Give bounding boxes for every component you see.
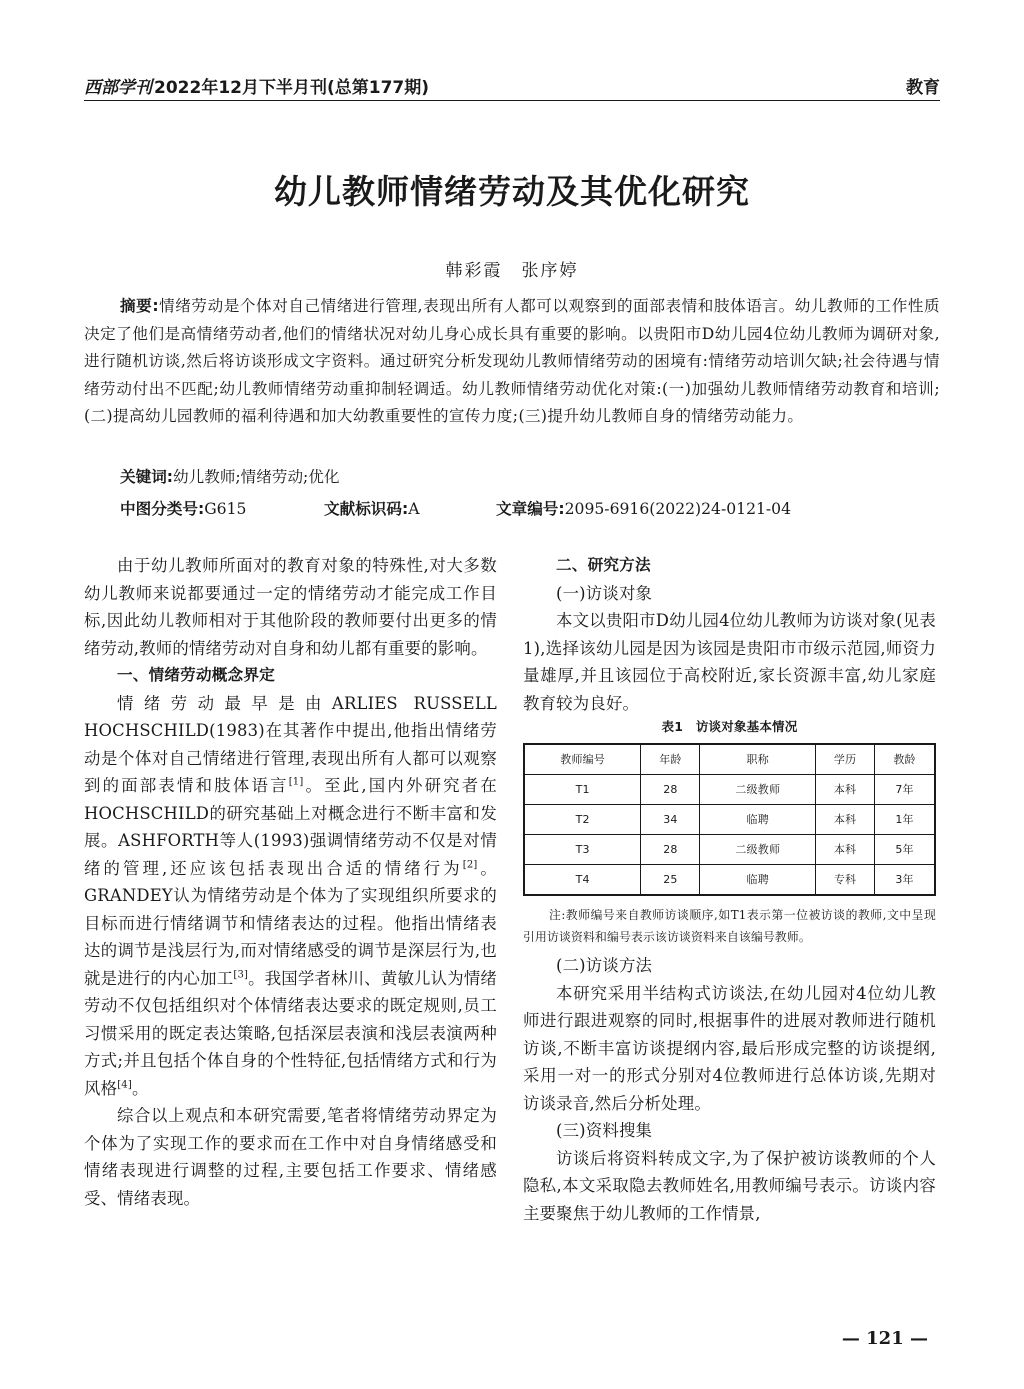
definition-paragraph: 综合以上观点和本研究需要,笔者将情绪劳动界定为个体为了实现工作的要求而在工作中对自身情绪感受和情绪表现进行调整的过程,主要包括工作要求、情绪感受、情绪表现。	[84, 1106, 497, 1208]
table-header-cell: 教龄	[875, 744, 935, 775]
article-number-label: 文章编号:	[496, 500, 565, 518]
table-row	[524, 835, 935, 865]
table-cell: 25	[641, 865, 700, 896]
table-row	[524, 805, 935, 835]
table-cell: T3	[524, 835, 641, 865]
citation-4: [4]	[117, 1079, 132, 1091]
concept-text-d: 。我国学者林川、黄敏儿认为情绪劳动不仅包括组织对个体情绪表达要求的既定规则,员工习惯采用的既定表达策略,包括深层表演和浅层表演两种方式;并且包括个体自身的个性特征,包括情绪方式和行为风格	[84, 968, 497, 1098]
table-header-cell: 职称	[700, 744, 816, 775]
article-number-value: 2095-6916(2022)24-0121-04	[564, 500, 792, 518]
classification-line	[120, 497, 940, 519]
concept-paragraph	[84, 690, 497, 1103]
left-column	[84, 552, 497, 1212]
table-cell: 临聘	[700, 865, 816, 896]
table-cell: T2	[524, 805, 641, 835]
journal-logo: 西部学刊	[84, 78, 152, 98]
table-cell: 1年	[875, 805, 935, 835]
keywords-text: 幼儿教师;情绪劳动;优化	[173, 468, 340, 486]
abstract-label: 摘要:	[120, 297, 159, 315]
table-cell: 34	[641, 805, 700, 835]
header-left	[84, 73, 429, 98]
table-cell: 28	[641, 835, 700, 865]
citation-3: [3]	[233, 969, 249, 981]
page-number: — 121 —	[841, 1328, 928, 1349]
section-heading-2: 二、研究方法	[556, 556, 651, 574]
concept-text-a: 情绪劳动最早是由ARLIES RUSSELL HOCHSCHILD(1983)在其著作中提出,他指出情绪劳动是个体对自己情绪进行管理,表现出所有人都可以观察到的面部表情和肢体语言	[84, 693, 497, 795]
clc-label: 中图分类号:	[120, 500, 205, 518]
article-authors: 韩彩霞 张序婷	[445, 261, 579, 281]
subheading-interviewees: (一)访谈对象	[556, 583, 653, 603]
subheading-collection: (三)资料搜集	[556, 1121, 653, 1140]
section-heading-1: 一、情绪劳动概念界定	[117, 666, 275, 684]
abstract-text: 情绪劳动是个体对自己情绪进行管理,表现出所有人都可以观察到的面部表情和肢体语言。幼儿教师的工作性质决定了他们是高情绪劳动者,他们的情绪状况对幼儿身心成长具有重要的影响。以贵阳市D幼儿园4位幼儿教师为调研对象,进行随机访谈,然后将访谈形成文字资料。通过研究分析发现幼儿教师情绪劳动的困境有:情绪劳动培训欠缺;社会待遇与情绪劳动付出不匹配;幼儿教师情绪劳动重抑制轻调适。幼儿教师情绪劳动优化对策:(一)加强幼儿教师情绪劳动教育和培训;(二)提高幼儿园教师的福利待遇和加大幼教重要性的宣传力度;(三)提升幼儿教师自身的情绪劳动能力。	[84, 297, 940, 425]
header-divider	[84, 100, 940, 101]
table-cell: 专科	[816, 865, 875, 896]
interviewees-paragraph: 本文以贵阳市D幼儿园4位幼儿教师为访谈对象(见表1),选择该幼儿园是因为该园是贵阳市市级示范园,师资力量雄厚,并且该园位于高校附近,家长资源丰富,幼儿家庭教育较为良好。	[523, 611, 936, 713]
table-row	[524, 865, 935, 896]
table-cell: 临聘	[700, 805, 816, 835]
table-cell: 3年	[875, 865, 935, 896]
table-cell: T1	[524, 775, 641, 805]
table-cell: T4	[524, 865, 641, 896]
doc-code-label: 文献标识码:	[324, 500, 409, 518]
table-cell: 本科	[816, 805, 875, 835]
article-title: 幼儿教师情绪劳动及其优化研究	[274, 172, 750, 211]
table-cell: 本科	[816, 835, 875, 865]
section-name: 教育	[906, 78, 940, 98]
concept-text-b: 。至此,国内外研究者在HOCHSCHILD的研究基础上对概念进行不断丰富和发展。ASHFORTH等人(1993)强调情绪劳动不仅是对情绪的管理,还应该包括表现出合适的情绪行为	[84, 776, 497, 878]
clc-number	[120, 497, 324, 519]
article-number	[496, 497, 791, 519]
table-title: 表1 访谈对象基本情况	[661, 719, 798, 734]
keywords	[120, 465, 940, 487]
table-header-cell: 年龄	[641, 744, 700, 775]
table-header-row	[524, 744, 935, 775]
table-cell: 二级教师	[700, 775, 816, 805]
table-cell: 28	[641, 775, 700, 805]
table-row	[524, 775, 935, 805]
concept-text-c: 。GRANDEY认为情绪劳动是个体为了实现组织所要求的目标而进行情绪调节和情绪表达的过程。他指出情绪表达的调节是浅层行为,而对情绪感受的调节是深层行为,也就是进行的内心加工	[84, 858, 497, 988]
table-cell: 7年	[875, 775, 935, 805]
interviewee-table	[523, 743, 936, 896]
table-cell: 二级教师	[700, 835, 816, 865]
collection-paragraph: 访谈后将资料转成文字,为了保护被访谈教师的个人隐私,本文采取隐去教师姓名,用教师编号表示。访谈内容主要聚焦于幼儿教师的工作情景,	[523, 1148, 936, 1223]
table-header-cell: 教师编号	[524, 744, 641, 775]
table-cell: 本科	[816, 775, 875, 805]
subheading-method: (二)访谈方法	[556, 956, 653, 975]
running-header	[84, 68, 940, 98]
table-note: 注:教师编号来自教师访谈顺序,如T1表示第一位被访谈的教师,文中呈现引用访谈资料和编号表示该访谈资料来自该编号教师。	[523, 908, 936, 944]
abstract	[84, 293, 940, 431]
right-column	[523, 552, 936, 1227]
table-cell: 5年	[875, 835, 935, 865]
keywords-label: 关键词:	[120, 468, 174, 486]
citation-2: [2]	[462, 859, 478, 871]
doc-code-value: A	[408, 500, 420, 518]
clc-value: G615	[204, 500, 247, 518]
concept-text-e: 。	[131, 1078, 149, 1098]
issue-info: 2022年12月下半月刊(总第177期)	[154, 78, 429, 98]
document-code	[324, 497, 496, 519]
intro-paragraph: 由于幼儿教师所面对的教育对象的特殊性,对大多数幼儿教师来说都要通过一定的情绪劳动才能完成工作目标,因此幼儿教师相对于其他阶段的教师要付出更多的情绪劳动,教师的情绪劳动对自身和幼儿都有重要的影响。	[84, 556, 497, 658]
table-header-cell: 学历	[816, 744, 875, 775]
method-paragraph: 本研究采用半结构式访谈法,在幼儿园对4位幼儿教师进行跟进观察的同时,根据事件的进展对教师进行随机访谈,不断丰富访谈提纲内容,最后形成完整的访谈提纲,采用一对一的形式分别对4位教师进行总体访谈,先期对访谈录音,然后分析处理。	[523, 983, 936, 1113]
citation-1: [1]	[288, 776, 304, 788]
